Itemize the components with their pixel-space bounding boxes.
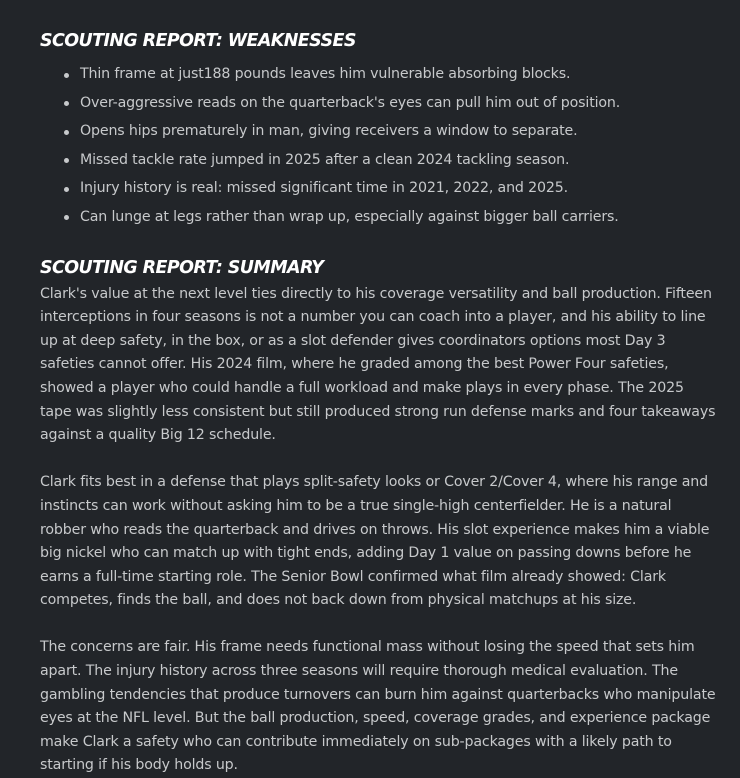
weakness-item: Injury history is real: missed significant time in 2021, 2022, and 2025. xyxy=(64,174,716,203)
weakness-item: Can lunge at legs rather than wrap up, especially against bigger ball carriers. xyxy=(64,203,716,232)
summary-paragraph: The concerns are fair. His frame needs functional mass without losing the speed that sets him apart. The injury history across three seasons will require thorough medical evaluation. The gambling tendencies that produce turnovers can burn him against quarterbacks who manipulate eyes at the NFL level. But the ball production, speed, coverage grades, and experience package make Clark a safety who can contribute immediately on sub-packages with a likely path to starting if his body holds up. xyxy=(40,639,716,774)
weakness-item: Missed tackle rate jumped in 2025 after a clean 2024 tackling season. xyxy=(64,146,716,175)
weakness-item: Opens hips prematurely in man, giving receivers a window to separate. xyxy=(64,117,716,146)
weaknesses-list xyxy=(40,60,716,232)
summary-paragraph: Clark fits best in a defense that plays split-safety looks or Cover 2/Cover 4, where his range and instincts can work without asking him to be a true single-high centerfielder. He is a natural robber who reads the quarterback and drives on throws. His slot experience makes him a viable big nickel who can match up with tight ends, adding Day 1 value on passing downs before he earns a full-time starting role. The Senior Bowl confirmed what film already showed: Clark competes, finds the ball, and does not back down from physical matchups at his size. xyxy=(40,474,710,609)
weakness-item: Over-aggressive reads on the quarterback's eyes can pull him out of position. xyxy=(64,89,716,118)
summary-heading: SCOUTING REPORT: SUMMARY xyxy=(40,257,324,278)
summary-paragraph: Clark's value at the next level ties directly to his coverage versatility and ball production. Fifteen interceptions in four seasons is not a number you can coach into a player, and his ability to line up at deep safety, in the box, or as a slot defender gives coordinators options most Day 3 safeties cannot offer. His 2024 film, where he graded among the best Power Four safeties, showed a player who could handle a full workload and make plays in every phase. The 2025 tape was slightly less consistent but still produced strong run defense marks and four takeaways against a quality Big 12 schedule. xyxy=(40,285,716,444)
weaknesses-heading: SCOUTING REPORT: WEAKNESSES xyxy=(40,31,356,51)
weakness-item: Thin frame at just188 pounds leaves him vulnerable absorbing blocks. xyxy=(64,60,716,89)
